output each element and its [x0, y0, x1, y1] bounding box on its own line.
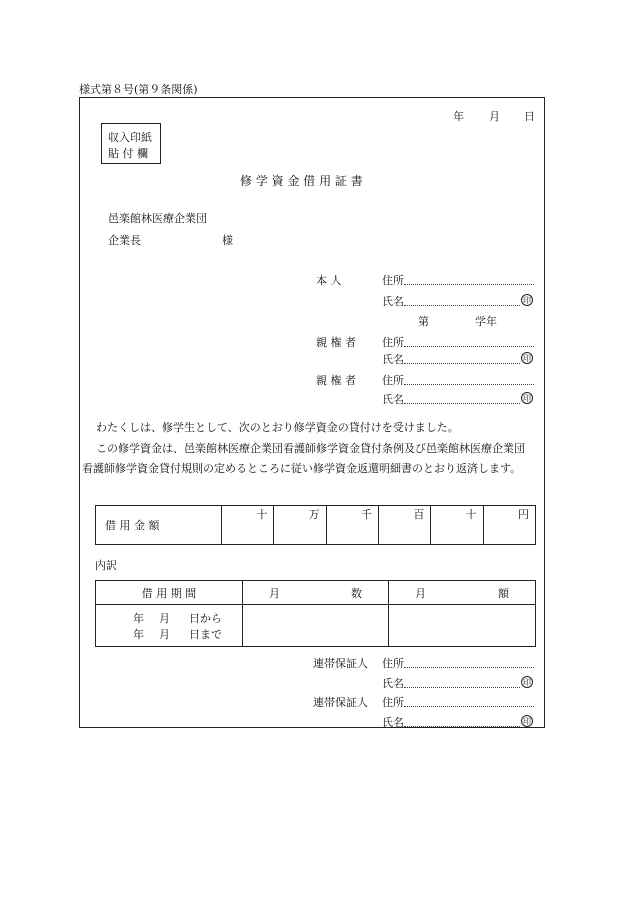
- amount-cell-0[interactable]: 十: [222, 506, 274, 545]
- principal-address-label: 住所: [382, 274, 404, 287]
- principal-name-field[interactable]: [404, 305, 520, 306]
- amount-label-cell: [96, 506, 222, 545]
- guardian1-role: 親 権 者: [316, 336, 356, 349]
- principal-year-suffix: 学年: [475, 315, 497, 328]
- guarantor1-address-field[interactable]: [404, 667, 534, 668]
- principal-name-label: 氏名: [382, 295, 404, 308]
- guardian1-address-field[interactable]: [404, 346, 534, 347]
- months-header: 月 数: [243, 581, 389, 605]
- guarantor2-role: 連帯保証人: [313, 696, 368, 709]
- guarantor1-role: 連帯保証人: [313, 657, 368, 670]
- monthly-amount-cell[interactable]: [389, 605, 536, 647]
- amount-cell-1[interactable]: 万: [274, 506, 326, 545]
- guardian2-seal-icon: 印: [523, 394, 531, 403]
- guardian2-name-field[interactable]: [404, 403, 520, 404]
- guarantor1-address-label: 住所: [382, 657, 404, 670]
- amount-cell-5[interactable]: 円: [483, 506, 535, 545]
- months-cell[interactable]: [243, 605, 389, 647]
- guarantor1-name-field[interactable]: [404, 687, 520, 688]
- guardian2-address-field[interactable]: [404, 384, 534, 385]
- amount-table: [95, 505, 536, 545]
- date-day-label: 日: [524, 110, 535, 123]
- date-year-label: 年: [453, 110, 464, 123]
- principal-address-field[interactable]: [404, 284, 534, 285]
- amount-cell-2[interactable]: 千: [326, 506, 378, 545]
- principal-year-prefix: 第: [418, 315, 429, 328]
- guarantor2-name-field[interactable]: [404, 726, 520, 727]
- date-month-label: 月: [489, 110, 500, 123]
- recipient-org: 邑楽館林医療企業団: [108, 212, 207, 225]
- recipient-title: 企業長: [108, 234, 141, 247]
- stamp-box-line2: 貼 付 欄: [108, 147, 148, 160]
- page-title: 修 学 資 金 借 用 証 書: [240, 174, 363, 188]
- guarantor1-name-label: 氏名: [382, 677, 404, 690]
- breakdown-heading: 内訳: [95, 559, 117, 572]
- period-cell[interactable]: [96, 605, 243, 647]
- guardian1-name-field[interactable]: [404, 363, 520, 364]
- period-to-row: 年 月 日まで: [133, 627, 222, 641]
- period-from-row: 年 月 日から: [133, 611, 222, 625]
- amount-cell-3[interactable]: 百: [378, 506, 430, 545]
- body-line-3: 看護師修学資金貸付規則の定めるところに従い修学資金返還明細書のとおり返済します。: [82, 462, 522, 475]
- amount-label: 借 用 金 額: [105, 519, 160, 532]
- guarantor2-seal-icon: 印: [523, 717, 531, 726]
- guarantor2-name-label: 氏名: [382, 716, 404, 729]
- guardian2-name-label: 氏名: [382, 393, 404, 406]
- form-number: 様式第８号(第９条関係): [79, 83, 198, 96]
- guarantor2-address-field[interactable]: [404, 706, 534, 707]
- body-line-2: この修学資金は、邑楽館林医療企業団看護師修学資金貸付条例及び邑楽館林医療企業団: [96, 442, 525, 455]
- stamp-box-line1: 収入印紙: [108, 131, 152, 144]
- guardian2-role: 親 権 者: [316, 374, 356, 387]
- period-header: 借 用 期 間: [96, 581, 243, 605]
- amount-cell-4[interactable]: 十: [431, 506, 483, 545]
- guarantor2-address-label: 住所: [382, 696, 404, 709]
- guardian1-seal-icon: 印: [523, 354, 531, 363]
- principal-role: 本 人: [316, 274, 342, 287]
- guardian1-name-label: 氏名: [382, 353, 404, 366]
- principal-seal-icon: 印: [523, 296, 531, 305]
- amount-header: 月 額: [389, 581, 536, 605]
- guardian2-address-label: 住所: [382, 374, 404, 387]
- body-line-1: わたくしは、修学生として、次のとおり修学資金の貸付けを受けました。: [96, 421, 459, 434]
- guarantor1-seal-icon: 印: [523, 678, 531, 687]
- guardian1-address-label: 住所: [382, 336, 404, 349]
- breakdown-table: [95, 580, 536, 647]
- recipient-honorific: 様: [222, 234, 233, 247]
